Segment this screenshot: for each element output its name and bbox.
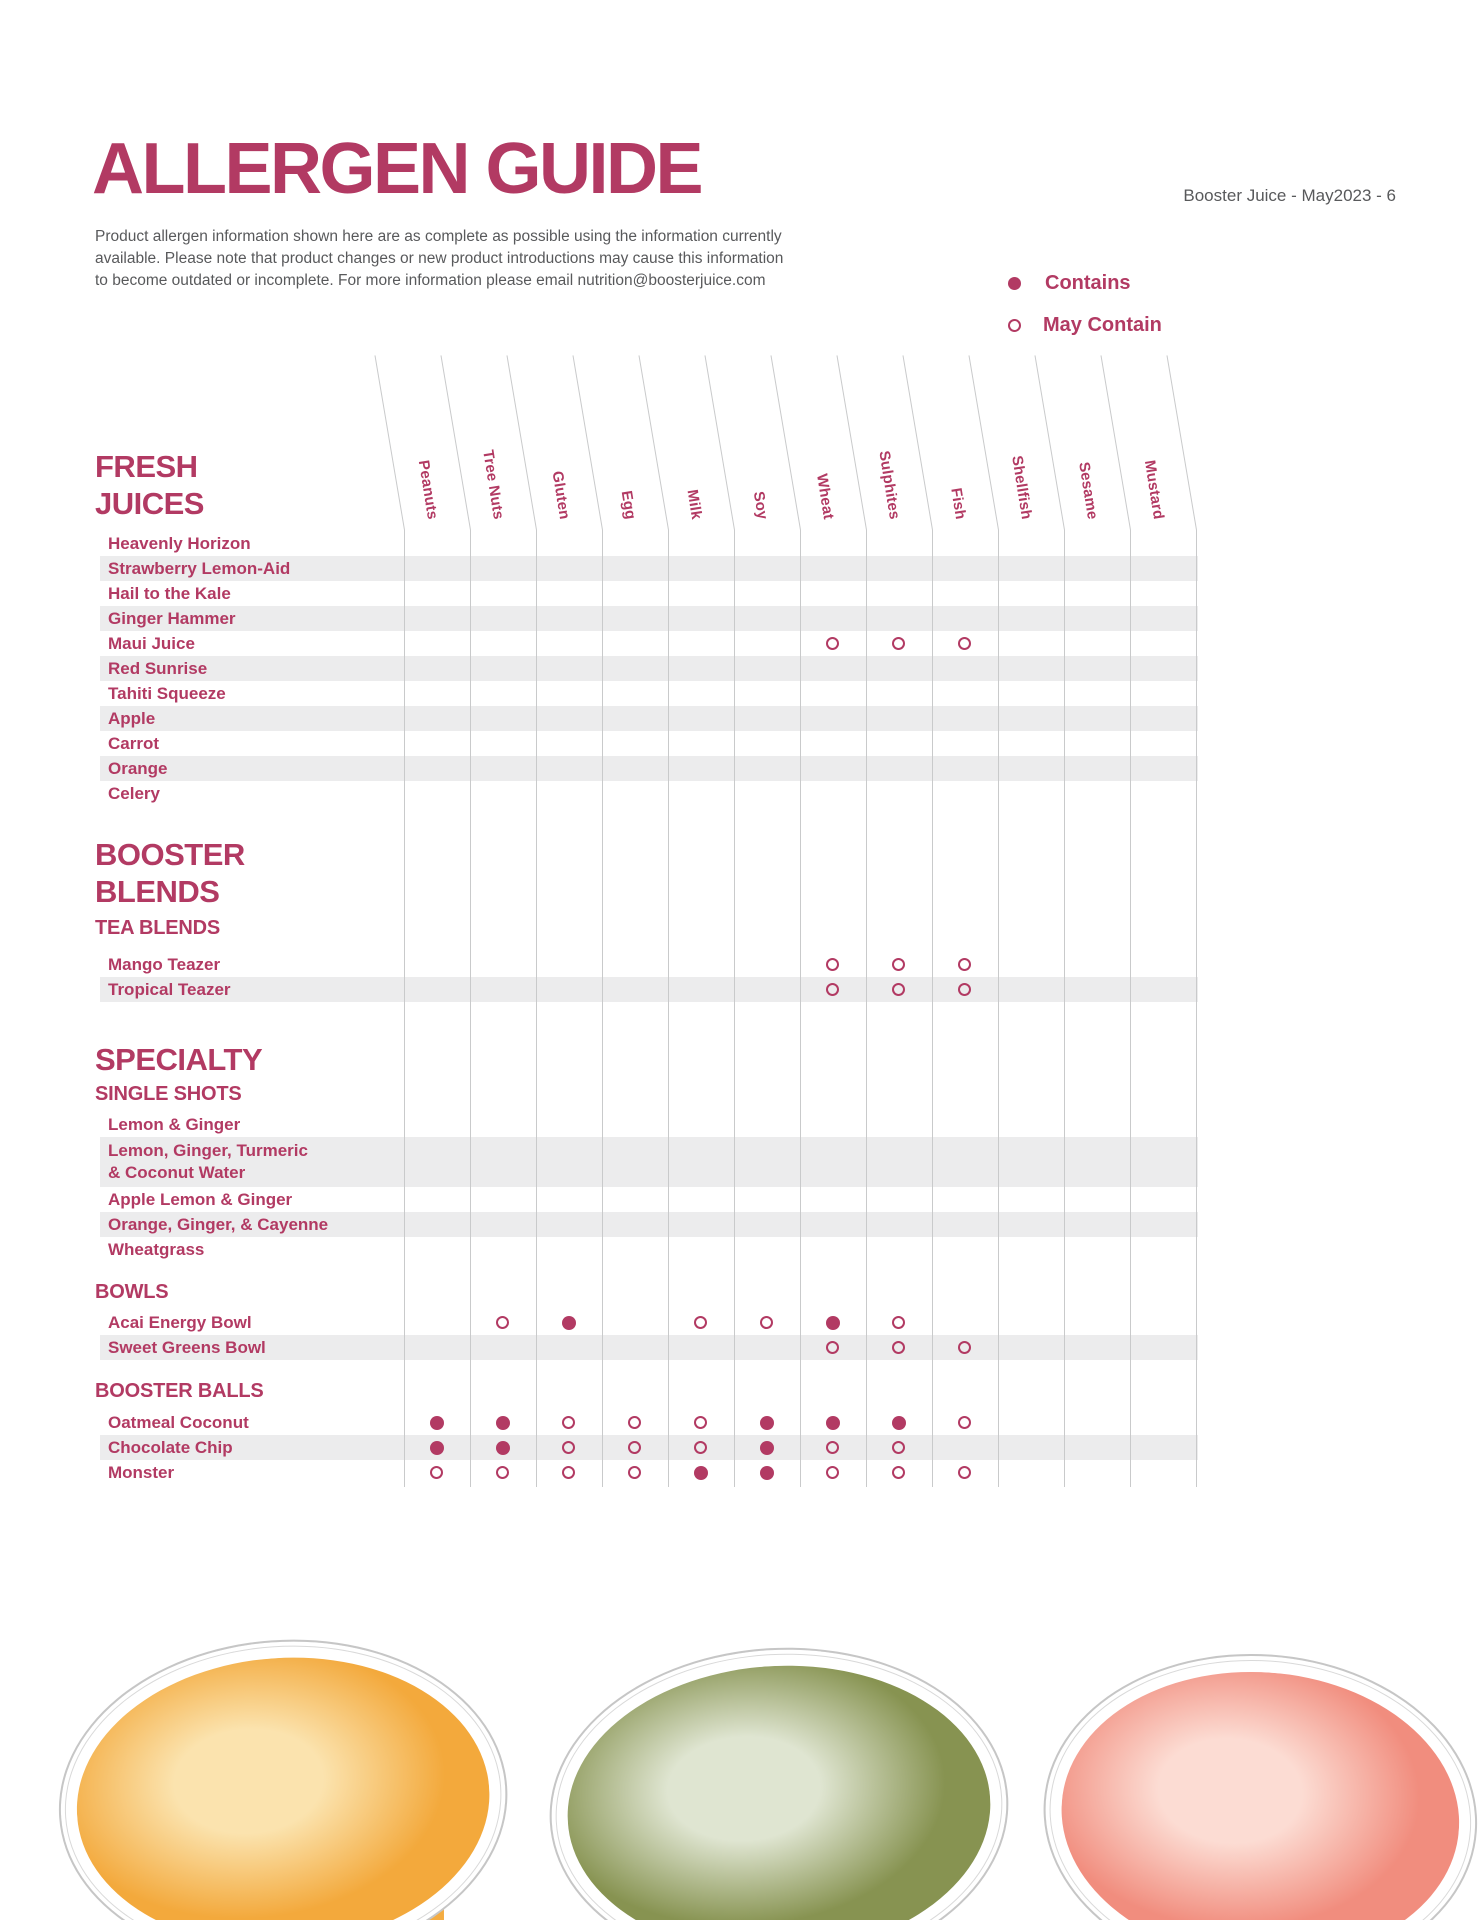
row-label: Tropical Teazer — [108, 979, 231, 999]
column-header-sesame: Sesame — [1075, 460, 1101, 521]
row-label: Chocolate Chip — [108, 1437, 233, 1457]
row-label: Sweet Greens Bowl — [108, 1337, 266, 1357]
row-label: Orange, Ginger, & Cayenne — [108, 1214, 329, 1234]
green-smoothie-cup — [541, 1636, 1017, 1920]
row-label: Carrot — [108, 733, 160, 753]
column-header-milk: Milk — [683, 488, 705, 521]
section-title: BOOSTER BLENDS — [95, 837, 245, 909]
row-label: Mango Teazer — [108, 954, 221, 974]
section-subtitle: SINGLE SHOTS — [95, 1083, 242, 1105]
section-subtitle: TEA BLENDS — [95, 917, 221, 939]
legend-contains-label: Contains — [1045, 271, 1131, 294]
green-smoothie-cup-rim — [541, 1636, 1016, 1920]
row-label: Red Sunrise — [108, 658, 208, 678]
row-label: Tahiti Squeeze — [108, 683, 226, 703]
row-label: Ginger Hammer — [108, 608, 236, 628]
orange-smoothie-cup — [48, 1625, 521, 1920]
column-header-mustard: Mustard — [1140, 458, 1167, 521]
green-smoothie-cup-surface — [560, 1655, 997, 1920]
page-reference: Booster Juice - May2023 - 6 — [1183, 186, 1396, 205]
row-label: Lemon & Ginger — [108, 1114, 241, 1134]
orange-smoothie-cup-rim — [48, 1625, 519, 1920]
row-label: Wheatgrass — [108, 1239, 205, 1259]
row-label: Orange — [108, 758, 168, 778]
row-label: Acai Energy Bowl — [108, 1312, 252, 1332]
section-title: FRESH JUICES — [95, 449, 204, 521]
row-label: Maui Juice — [108, 633, 195, 653]
column-header-gluten: Gluten — [548, 469, 573, 521]
row-label: Heavenly Horizon — [108, 533, 251, 553]
row-label: Oatmeal Coconut — [108, 1412, 249, 1432]
intro-text: Product allergen information shown here are as complete as possible using the information currently available. Please note that product changes or new product introductions may cause this information to become outdated or incomplete. For more information please email nutrition@boosterjuice.com — [95, 228, 784, 289]
section-subtitle: BOWLS — [95, 1281, 169, 1303]
pink-smoothie-cup — [1026, 1640, 1484, 1920]
row-label: Hail to the Kale — [108, 583, 231, 603]
row-label: Strawberry Lemon-Aid — [108, 558, 291, 578]
row-label: Celery — [108, 783, 160, 803]
section-subtitle: BOOSTER BALLS — [95, 1380, 264, 1402]
row-label: Lemon, Ginger, Turmeric & Coconut Water — [108, 1141, 308, 1182]
row-label: Apple Lemon & Ginger — [108, 1189, 293, 1209]
column-header-wheat: Wheat — [813, 472, 837, 521]
legend-may-contain-label: May Contain — [1043, 313, 1162, 336]
section-title: SPECIALTY — [95, 1042, 263, 1077]
pink-smoothie-cup-rim — [1033, 1640, 1484, 1920]
pink-smoothie-cup-surface — [1052, 1659, 1469, 1920]
column-header-sulphites: Sulphites — [875, 449, 903, 521]
column-header-soy: Soy — [749, 490, 771, 521]
column-header-egg: Egg — [617, 489, 639, 521]
column-header-tree-nuts: Tree Nuts — [479, 448, 507, 521]
column-header-peanuts: Peanuts — [414, 458, 441, 521]
orange-smoothie-cup-surface — [67, 1644, 499, 1920]
column-header-shellfish: Shellfish — [1008, 454, 1035, 521]
page-title: ALLERGEN GUIDE — [92, 129, 702, 209]
column-header-fish: Fish — [947, 486, 969, 521]
row-label: Apple — [108, 708, 156, 728]
row-label: Monster — [108, 1462, 175, 1482]
